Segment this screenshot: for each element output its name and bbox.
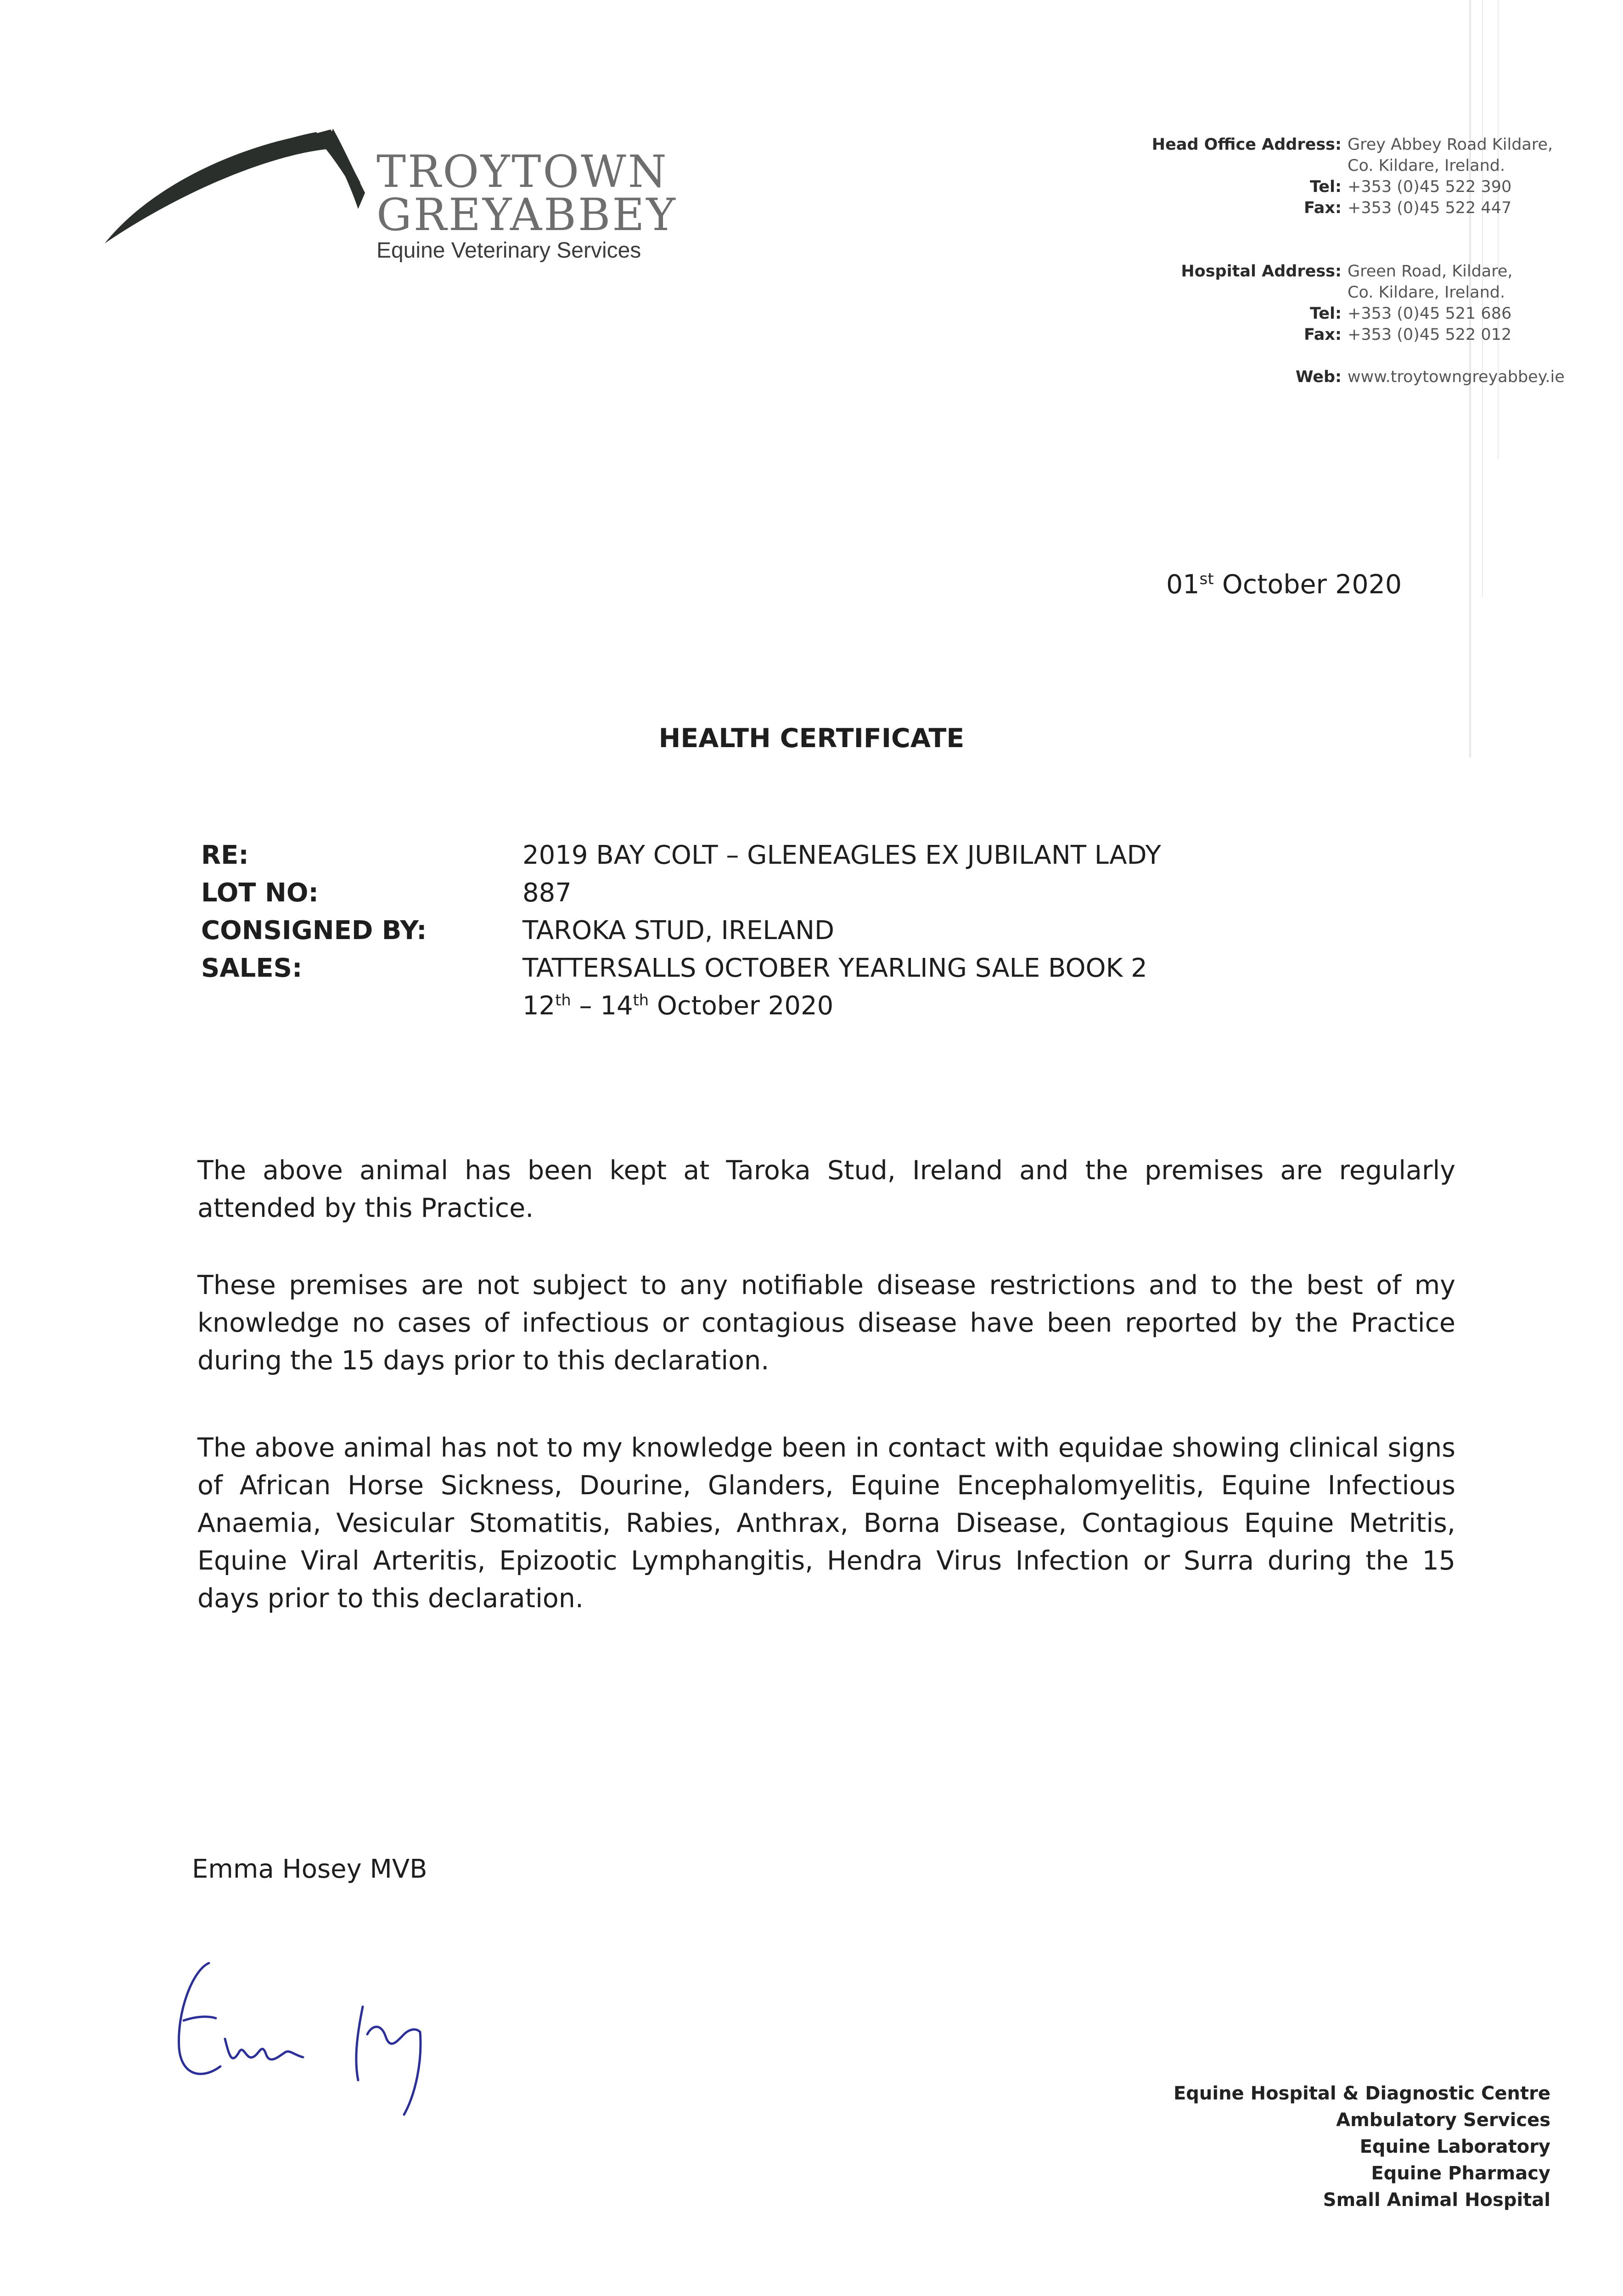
hospital-line1: Green Road, Kildare,	[1348, 262, 1513, 281]
sales-label: SALES:	[201, 953, 303, 983]
service-item: Small Animal Hospital	[1323, 2189, 1550, 2211]
logo-name-line2: GREYABBEY	[376, 189, 677, 241]
handwritten-signature	[165, 1942, 459, 2117]
hospital-line2: Co. Kildare, Ireland.	[1348, 283, 1505, 302]
hospital-tel-label: Tel:	[1310, 304, 1342, 323]
sales-date-start: 12	[522, 991, 556, 1021]
sales-name: TATTERSALLS OCTOBER YEARLING SALE BOOK 2	[522, 953, 1147, 983]
details-row-lot	[201, 874, 1161, 912]
hospital-fax: +353 (0)45 522 012	[1348, 326, 1512, 344]
service-item: Equine Pharmacy	[1371, 2163, 1550, 2184]
head-office-line2: Co. Kildare, Ireland.	[1348, 157, 1505, 175]
service-item: Ambulatory Services	[1336, 2110, 1550, 2131]
consigned-value: TAROKA STUD, IRELAND	[522, 916, 835, 945]
sales-date-start-suffix: th	[555, 991, 571, 1009]
services-list	[1174, 2080, 1550, 2213]
web-label: Web:	[1295, 368, 1342, 386]
document-title: HEALTH CERTIFICATE	[658, 723, 965, 754]
sales-dates	[522, 987, 1147, 1025]
re-label: RE:	[201, 840, 249, 870]
consigned-label: CONSIGNED BY:	[201, 916, 427, 945]
date-suffix: st	[1199, 570, 1214, 588]
head-office-tel: +353 (0)45 522 390	[1348, 178, 1512, 196]
hospital-tel: +353 (0)45 521 686	[1348, 304, 1512, 323]
logo-tagline: Equine Veterinary Services	[376, 238, 641, 263]
details-row-re	[201, 837, 1161, 874]
body-paragraph: The above animal has not to my knowledge been in contact with equidae showing clinical signs of African Horse Sickness, Dourine, Glanders, Equine Encephalomyelitis, Equine Infectious Anaemia, Vesicular Stomatitis, Rabies, Anthrax, Borna Disease, Contagious Equine Metritis, Equine Viral Arteritis, Epizootic Lymphangitis, Hendra Virus Infection or Surra during the 15 days prior to this declaration.	[197, 1433, 1455, 1614]
sales-date-separator: –	[571, 991, 601, 1021]
signatory-name: Emma Hosey MVB	[192, 1854, 427, 1884]
head-office-line1: Grey Abbey Road Kildare,	[1348, 135, 1553, 154]
hospital-fax-label: Fax:	[1303, 326, 1342, 344]
letter-date	[1166, 569, 1402, 600]
head-office-fax-label: Fax:	[1303, 199, 1342, 217]
sales-date-month: October 2020	[649, 991, 834, 1021]
hospital-label: Hospital Address:	[1181, 262, 1342, 281]
head-office-fax: +353 (0)45 522 447	[1348, 199, 1512, 217]
details-table	[201, 837, 1161, 1025]
details-row-sales	[201, 950, 1161, 1025]
lot-value: 887	[522, 878, 572, 908]
sales-date-end-suffix: th	[633, 991, 649, 1009]
details-row-consigned	[201, 912, 1161, 950]
date-rest: October 2020	[1213, 569, 1402, 600]
date-day: 01	[1166, 569, 1200, 600]
sales-value	[522, 950, 1147, 1025]
sales-date-end: 14	[600, 991, 633, 1021]
website-link[interactable]: www.troytowngreyabbey.ie	[1348, 368, 1565, 386]
logo-name-line1: TROYTOWN	[376, 146, 668, 197]
head-office-tel-label: Tel:	[1310, 178, 1342, 196]
body-paragraph: These premises are not subject to any notifiable disease restrictions and to the best of my knowledge no cases of infectious or contagious disease have been reported by the Practice during the 15 days prior to this declaration.	[197, 1270, 1455, 1376]
head-office-label: Head Office Address:	[1151, 135, 1342, 154]
re-value: 2019 BAY COLT – GLENEAGLES EX JUBILANT LADY	[522, 840, 1161, 870]
address-block	[0, 134, 1623, 400]
lot-label: LOT NO:	[201, 878, 319, 908]
service-item: Equine Hospital & Diagnostic Centre	[1173, 2083, 1550, 2104]
body-paragraph: The above animal has been kept at Taroka Stud, Ireland and the premises are regularly attended by this Practice.	[197, 1155, 1455, 1223]
service-item: Equine Laboratory	[1359, 2136, 1550, 2157]
